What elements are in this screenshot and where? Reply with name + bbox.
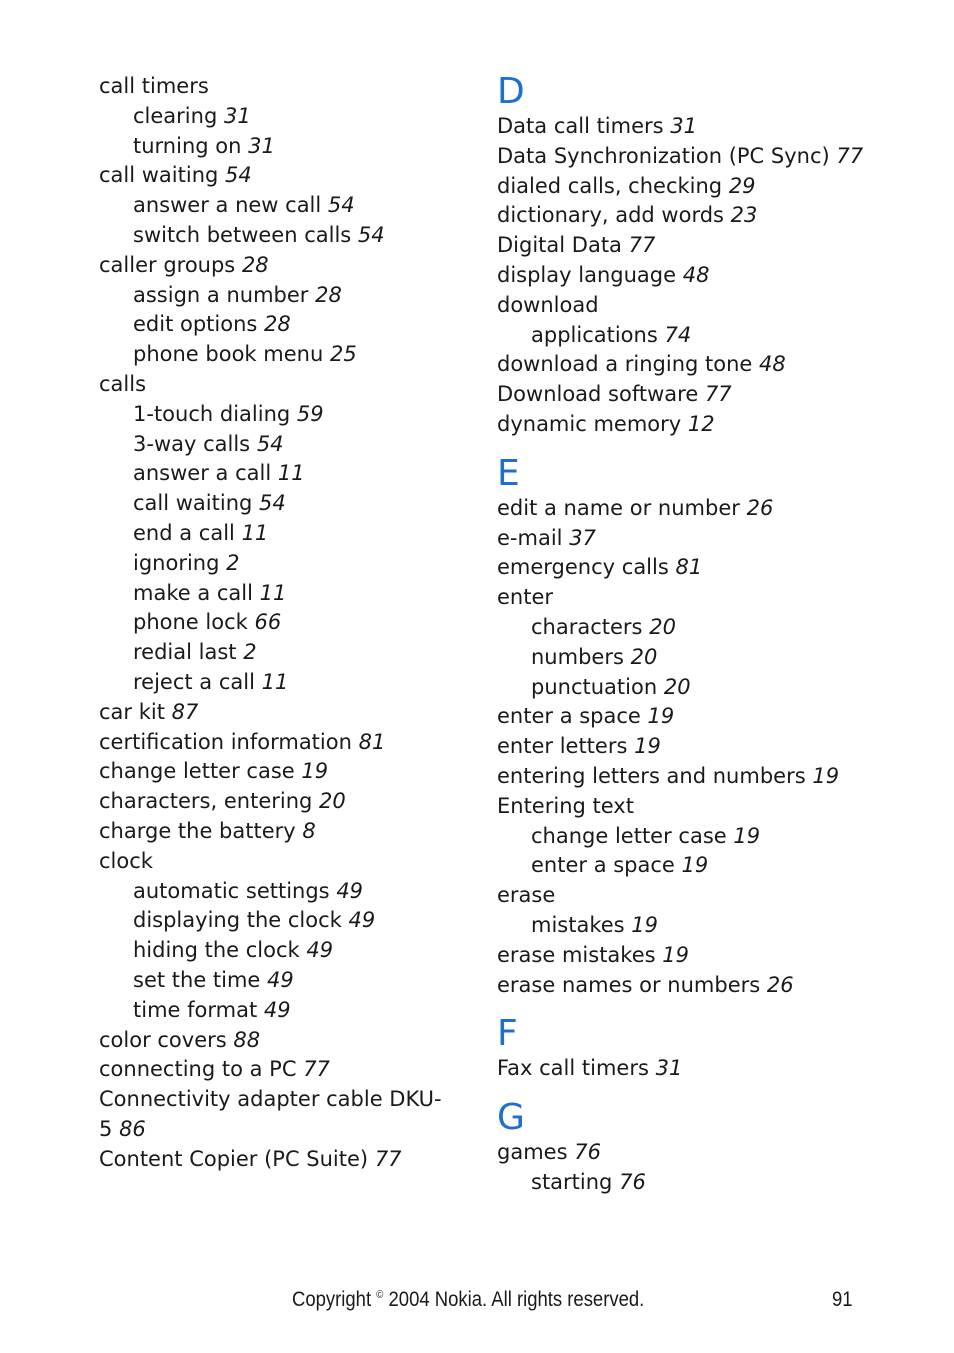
index-term: dialed calls, checking: [497, 173, 723, 198]
index-subentry: [99, 608, 449, 638]
index-term: edit a name or number: [497, 495, 740, 520]
index-entry: [497, 201, 917, 231]
index-subentry: [99, 340, 449, 370]
index-entry: [497, 261, 917, 291]
index-term: Data Synchronization (PC Sync): [497, 143, 830, 168]
index-term: assign a number: [133, 282, 309, 307]
index-term: charge the battery: [99, 818, 296, 843]
index-term: call waiting: [99, 163, 219, 188]
index-subentry: [99, 668, 449, 698]
index-entry: [99, 1055, 449, 1085]
index-page-ref: 29: [728, 173, 756, 198]
index-subentry: [99, 400, 449, 430]
index-entry: [99, 847, 449, 877]
copyright-prefix: Copyright: [292, 1288, 372, 1311]
index-term: Fax call timers: [497, 1056, 649, 1081]
index-term: turning on: [133, 133, 242, 158]
index-subentry: [99, 549, 449, 579]
index-page-ref: 11: [259, 580, 287, 605]
index-term: games: [497, 1140, 568, 1165]
index-page-ref: 26: [766, 972, 794, 997]
index-term: enter: [497, 585, 554, 610]
index-term: clearing: [133, 103, 218, 128]
index-page-ref: 54: [327, 193, 355, 218]
index-term: hiding the clock: [133, 938, 300, 963]
index-term: erase: [497, 883, 556, 908]
index-entry: [99, 1026, 449, 1056]
index-entry: [497, 494, 917, 524]
index-term: make a call: [133, 580, 253, 605]
index-entry: [497, 350, 917, 380]
index-term: redial last: [133, 640, 237, 665]
copyright-notice: [292, 1288, 644, 1312]
index-page-ref: 31: [655, 1056, 683, 1081]
index-term: time format: [133, 997, 258, 1022]
index-entry: [99, 728, 449, 758]
index-term: Content Copier (PC Suite): [99, 1146, 369, 1171]
index-term: display language: [497, 262, 677, 287]
index-entry: [99, 698, 449, 728]
index-subentry: [99, 936, 449, 966]
index-entry: [497, 792, 917, 822]
index-page-ref: 2: [226, 550, 240, 575]
index-term: applications: [531, 322, 658, 347]
index-term: caller groups: [99, 252, 236, 277]
index-entry: [99, 72, 449, 102]
index-entry: [497, 702, 917, 732]
index-page-ref: 31: [248, 133, 275, 158]
index-term: enter a space: [531, 853, 675, 878]
index-page-ref: 77: [836, 143, 864, 168]
index-term: calls: [99, 371, 147, 396]
index-subentry: [99, 579, 449, 609]
index-page-ref: 76: [574, 1140, 601, 1165]
index-page-ref: 23: [730, 203, 758, 228]
index-page-ref: 11: [241, 520, 269, 545]
index-page-ref: 31: [670, 114, 698, 138]
index-term: end a call: [133, 520, 235, 545]
index-term: characters: [531, 614, 643, 639]
index-term: 3-way calls: [133, 431, 251, 456]
index-subentry: [99, 966, 449, 996]
index-subentry: [99, 489, 449, 519]
index-entry: [497, 881, 917, 911]
index-subentry: [99, 191, 449, 221]
index-term: change letter case: [531, 823, 727, 848]
index-page-ref: 54: [357, 222, 385, 247]
index-entry: [497, 172, 917, 202]
index-entry: [497, 941, 917, 971]
index-page-ref: 54: [259, 491, 286, 516]
index-page-ref: 49: [306, 938, 334, 963]
index-subentry: [99, 310, 449, 340]
index-term: phone lock: [133, 610, 248, 635]
index-term: reject a call: [133, 669, 255, 694]
index-page-ref: 66: [254, 610, 282, 635]
index-subentry: [497, 321, 917, 351]
index-page-ref: 54: [256, 431, 284, 456]
index-entry: [497, 291, 917, 321]
index-page-ref: 81: [358, 729, 386, 754]
index-term: answer a new call: [133, 193, 322, 218]
index-page-ref: 74: [664, 322, 692, 347]
index-page-ref: 20: [630, 644, 658, 669]
index-term: numbers: [531, 644, 624, 669]
index-entry: [99, 161, 449, 191]
index-page-ref: 87: [171, 699, 199, 724]
index-page-ref: 86: [119, 1116, 146, 1141]
index-entry: [497, 112, 917, 142]
section-letter-heading: D: [497, 71, 525, 112]
index-page-ref: 25: [329, 342, 357, 367]
index-page-ref: 19: [812, 763, 840, 788]
copyright-symbol: ©: [376, 1289, 384, 1301]
index-term: certification information: [99, 729, 352, 754]
index-subentry: [99, 430, 449, 460]
index-subentry: [99, 906, 449, 936]
index-entry: [99, 757, 449, 787]
index-subentry: [99, 221, 449, 251]
index-term: edit options: [133, 312, 258, 337]
index-subentry: [99, 877, 449, 907]
index-page-ref: 54: [225, 163, 252, 188]
index-entry: [497, 583, 917, 613]
index-term: dictionary, add words: [497, 203, 724, 228]
index-entry: [99, 370, 449, 400]
index-term: entering letters and numbers: [497, 763, 806, 788]
index-page-ref: 59: [296, 401, 324, 426]
index-term: download: [497, 292, 599, 317]
index-page-ref: 19: [631, 912, 659, 937]
index-subentry: [497, 822, 917, 852]
index-page-ref: 48: [682, 262, 710, 287]
index-term: enter a space: [497, 704, 641, 729]
index-subentry: [497, 643, 917, 673]
index-term: 1-touch dialing: [133, 401, 291, 426]
index-entry: [99, 787, 449, 817]
section-letter-heading: F: [497, 1013, 518, 1055]
index-term: clock: [99, 848, 153, 873]
index-entry: [497, 231, 917, 261]
index-subentry: [99, 281, 449, 311]
index-term: starting: [531, 1169, 613, 1194]
index-subentry: [497, 613, 917, 643]
index-entry: [497, 971, 917, 1001]
index-subentry: [99, 132, 449, 162]
page-number: 91: [832, 1288, 853, 1311]
index-term: Digital Data: [497, 233, 622, 258]
index-term: Entering text: [497, 793, 634, 818]
index-entry: [497, 1138, 917, 1168]
index-term: enter letters: [497, 734, 628, 759]
index-entry: [497, 1054, 917, 1084]
index-term: switch between calls: [133, 222, 352, 247]
index-term: Connectivity adapter cable DKU-5: [99, 1087, 442, 1141]
index-subentry: [497, 1168, 917, 1198]
index-page-ref: 19: [681, 853, 709, 878]
index-page-ref: 37: [569, 525, 596, 550]
index-term: change letter case: [99, 759, 295, 784]
index-page-ref: 19: [647, 704, 675, 729]
index-page-ref: 49: [263, 997, 291, 1022]
index-term: set the time: [133, 967, 261, 992]
index-term: dynamic memory: [497, 411, 682, 436]
index-term: erase mistakes: [497, 942, 656, 967]
index-term: call timers: [99, 74, 209, 98]
index-term: color covers: [99, 1027, 227, 1052]
index-term: e-mail: [497, 525, 563, 550]
index-subentry: [497, 851, 917, 881]
index-term: download a ringing tone: [497, 352, 753, 377]
index-page-ref: 20: [649, 614, 676, 639]
index-term: automatic settings: [133, 878, 330, 903]
index-entry: [497, 553, 917, 583]
index-page-ref: 88: [233, 1027, 261, 1052]
index-page-ref: 49: [336, 878, 364, 903]
index-page-ref: 77: [303, 1057, 330, 1082]
index-page-ref: 20: [319, 789, 346, 814]
index-entry: [99, 1085, 449, 1145]
index-entry: [99, 817, 449, 847]
index-page-ref: 11: [277, 461, 305, 486]
index-page-ref: 77: [374, 1146, 402, 1171]
index-page-ref: 19: [634, 734, 661, 759]
index-page-ref: 19: [733, 823, 761, 848]
index-page-ref: 19: [662, 942, 689, 967]
index-column-right: [497, 72, 917, 1198]
index-column-left: [99, 72, 449, 1174]
index-subentry: [99, 519, 449, 549]
index-page-ref: 28: [315, 282, 342, 307]
index-term: phone book menu: [133, 342, 324, 367]
index-entry: [99, 251, 449, 281]
index-term: erase names or numbers: [497, 972, 761, 997]
index-term: mistakes: [531, 912, 625, 937]
index-page-ref: 77: [628, 233, 656, 258]
index-page-ref: 49: [348, 908, 376, 933]
index-page-ref: 48: [759, 352, 786, 377]
index-page-ref: 81: [675, 555, 703, 580]
index-term: Data call timers: [497, 114, 664, 138]
index-page-ref: 76: [619, 1169, 646, 1194]
index-page-ref: 11: [261, 669, 289, 694]
index-entry: [497, 410, 917, 440]
index-subentry: [497, 911, 917, 941]
index-page-ref: 8: [302, 818, 316, 843]
index-term: characters, entering: [99, 789, 313, 814]
index-term: connecting to a PC: [99, 1057, 297, 1082]
index-page-ref: 20: [663, 674, 691, 699]
index-page-ref: 31: [223, 103, 251, 128]
index-entry: [497, 762, 917, 792]
index-page-ref: 49: [267, 967, 294, 992]
index-term: ignoring: [133, 550, 220, 575]
index-page-ref: 77: [704, 382, 732, 407]
index-term: emergency calls: [497, 555, 669, 580]
section-letter-heading: G: [497, 1097, 525, 1139]
index-entry: [99, 1145, 449, 1175]
index-page-ref: 26: [746, 495, 774, 520]
index-subentry: [99, 459, 449, 489]
index-subentry: [99, 102, 449, 132]
index-term: punctuation: [531, 674, 658, 699]
index-entry: [497, 524, 917, 554]
index-term: displaying the clock: [133, 908, 342, 933]
index-entry: [497, 380, 917, 410]
index-term: Download software: [497, 382, 699, 407]
index-page-ref: 19: [301, 759, 329, 784]
page-footer: [0, 1288, 954, 1318]
index-page-ref: 28: [241, 252, 269, 277]
index-term: answer a call: [133, 461, 272, 486]
index-term: car kit: [99, 699, 165, 724]
index-subentry: [99, 638, 449, 668]
index-page-ref: 28: [264, 312, 291, 337]
index-term: call waiting: [133, 491, 253, 516]
index-entry: [497, 732, 917, 762]
index-subentry: [497, 673, 917, 703]
index-page-ref: 2: [243, 640, 257, 665]
index-page-ref: 12: [687, 411, 715, 436]
section-letter-heading: E: [497, 452, 520, 494]
index-entry: [497, 142, 917, 172]
copyright-text: 2004 Nokia. All rights reserved.: [388, 1288, 645, 1311]
index-subentry: [99, 996, 449, 1026]
